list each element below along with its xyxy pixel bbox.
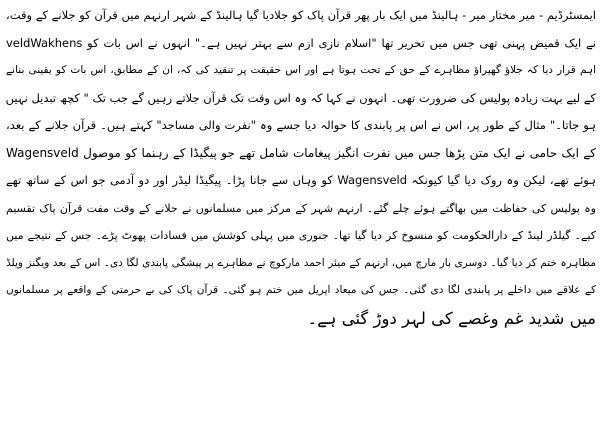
- article-line-3: اہم قرار دیا کہ جلاؤ گھیراؤ مظاہرے کے حق کے تحت ہوتا ہے اور اس حقیقت پر تنقید کی کہ، ان کے مطابق، اس بات کو یقینی بنانے: [6, 64, 596, 76]
- article-line-7: ہوئے تھے، لیکن وہ روک دیا گیا کیونکہ Wagensveld کو وہاں سے جانا پڑا۔ پیگیڈا لیڈر اور دو آدمی جو اس کے ساتھ تھے: [6, 173, 596, 187]
- article-line-5: ہو جاتا۔" مثال کے طور پر، اس نے اس پر پابندی کا حوالہ دیا جسے وہ "نفرت والی مساجد" کہتے ہیں۔ قرآن جلانے کے بعد،: [6, 118, 596, 132]
- article-line-6: Wagensveld کے ایک حامی نے ایک متن پڑھا جس میں نفرت انگیز پیغامات شامل تھے جو پیگیڈا کے رہنما کو موصول: [6, 145, 596, 160]
- article-body: [6, 2, 596, 446]
- article-line-10: مظاہرہ ختم کر دیا گیا۔ دوسری بار مارچ میں، ارنہم کے میئر احمد مارکوچ نے مظاہرے پر پیشگی پابندی لگا دی۔ اس کے بعد ویگنز ویلڈ: [6, 256, 596, 269]
- article-line-2: veldWakhens نے ایک قمیض پہنی تھی جس میں تحریر تھا "اسلام نازی ازم سے بہتر نہیں ہے۔" انہوں نے اس بات کو: [6, 35, 596, 50]
- article-line-11: کے علاقے میں داخلے پر پابندی لگا دی گئی۔ جس کی میعاد اپریل میں ختم ہو گئی۔ قرآن پاک کی بے حرمتی کے واقعے پر مسلمانوں: [6, 284, 596, 296]
- article-line-9: کیے۔ گیلڈر لینڈ کے دارالحکومت کو منسوخ کر دیا گیا تھا۔ جنوری میں پہلی کوشش میں فسادات پھوٹ پڑے۔ جس کے نتیجے میں: [6, 229, 596, 242]
- article-line-1: ایمسٹرڈیم - میر مختار میر - ہالینڈ میں ایک بار پھر قرآن پاک کو جلادیا گیا ہالینڈ کے شہر ارنہم میں قرآن کو جلانے کے وقت،: [6, 8, 596, 22]
- article-line-4: کے لیے بہت زیادہ پولیس کی ضرورت تھی۔ انہوں نے کہا کہ وہ اس وقت تک قرآن جلاتے رہیں گے جب تک " کچھ تبدیل نہیں: [6, 90, 596, 105]
- article-line-12: میں شدید غم وغصے کی لہر دوڑ گئی ہے۔: [307, 308, 596, 328]
- article-line-8: وہ پولیس کی حفاظت میں بھاگتے ہوئے چلے گئے۔ ارنہم شہر کے مرکز میں مسلمانوں نے جلانے کے وقت مفت قرآن پاک تقسیم: [6, 201, 596, 215]
